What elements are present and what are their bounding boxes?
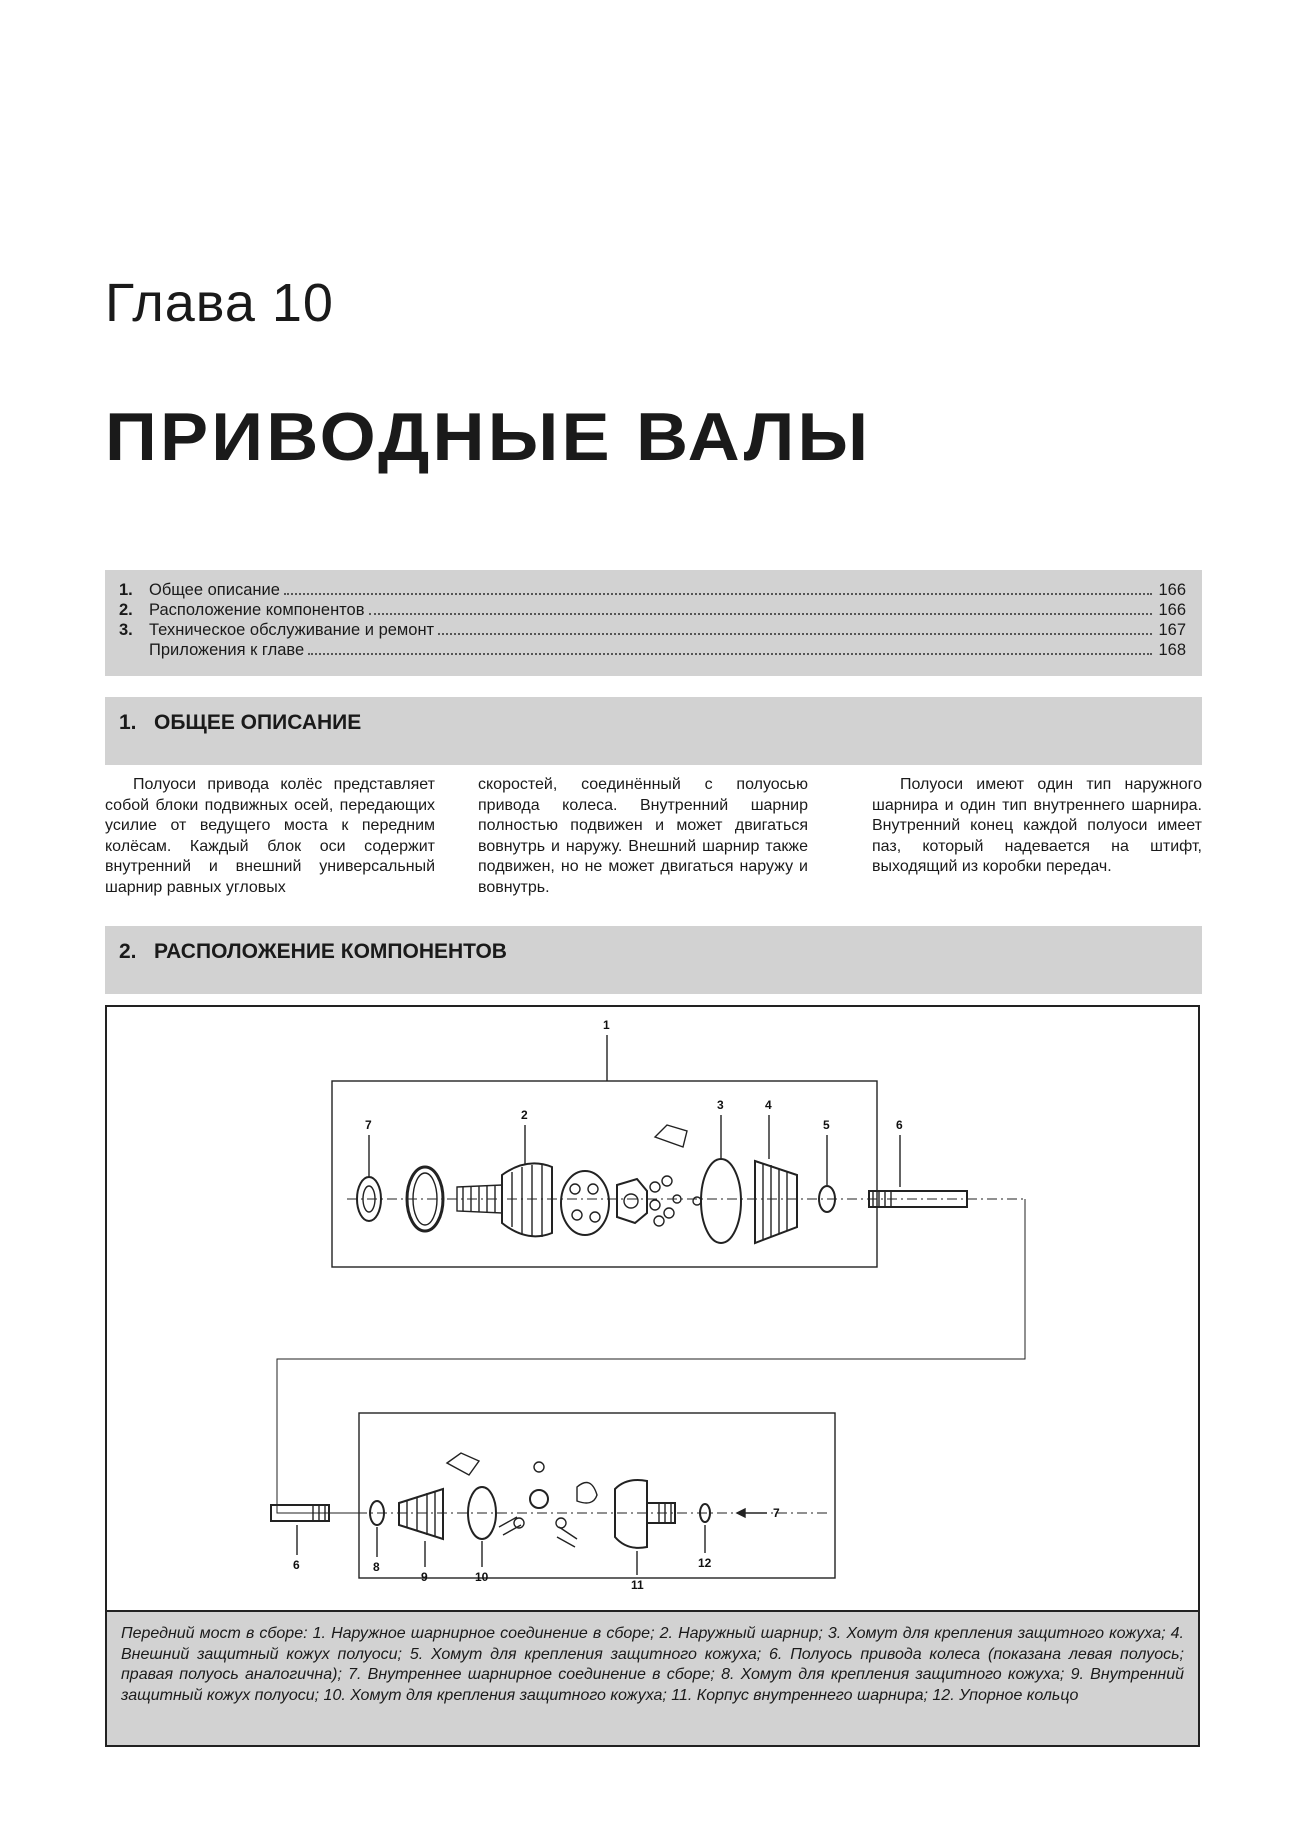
cage-window — [570, 1184, 580, 1194]
callout-label: 2 — [521, 1108, 528, 1122]
ball — [664, 1208, 674, 1218]
components-figure — [105, 1005, 1200, 1747]
toc-item-page: 166 — [1158, 581, 1186, 599]
text-column-3 — [872, 775, 1202, 878]
chapter-label: Глава 10 — [105, 273, 334, 333]
paragraph: Полуоси имеют один тип наружного шарнира и один тип внутреннего шарнира. Внутренний конец каждой полуоси имеет паз, который надевается на штифт, выходящий из коробки передач. — [872, 776, 1202, 875]
toc-item-page: 168 — [1158, 641, 1186, 659]
grease-pack — [447, 1453, 479, 1475]
chapter-title: ПРИВОДНЫЕ ВАЛЫ — [105, 399, 872, 475]
toc-item-page: 167 — [1158, 621, 1186, 639]
callout-label: 12 — [698, 1556, 712, 1570]
callout-label: 8 — [373, 1560, 380, 1574]
inner-race — [617, 1179, 647, 1223]
toc-dot-leader — [438, 633, 1152, 635]
toc-item-title: Расположение компонентов — [149, 601, 365, 619]
toc-dot-leader — [284, 593, 1152, 595]
table-of-contents — [105, 570, 1202, 676]
toc-item-title: Общее описание — [149, 581, 280, 599]
section-title: РАСПОЛОЖЕНИЕ КОМПОНЕНТОВ — [154, 940, 507, 963]
toc-item-title: Приложения к главе — [149, 641, 305, 659]
toc-dot-leader — [308, 653, 1152, 655]
grease-pack — [655, 1125, 687, 1147]
paragraph: скоростей, соединённый с полуосью привода колеса. Внутренний шарнир полностью подвижен и может двигаться вовнутрь и наружу. Внешний шарнир также подвижен, но не может двигаться наружу и вовнутрь. — [478, 776, 808, 896]
boot-clamp-large — [701, 1159, 741, 1243]
text-column-1 — [105, 775, 435, 898]
toc-item[interactable] — [119, 580, 1186, 600]
ball — [693, 1197, 701, 1205]
callout-label: 7 — [773, 1506, 780, 1520]
toc-item-number: 1. — [119, 581, 133, 599]
cage-window — [572, 1210, 582, 1220]
tripod-hub — [530, 1490, 548, 1508]
figure-caption: Передний мост в сборе: 1. Наружное шарнирное соединение в сборе; 2. Наружный шарнир; 3. Хомут для крепления защитного кожуха; 4. Внешний защитный кожух полуоси; 5. Хомут для крепления защитного кожуха; 6. Полуось привода колеса (показана левая полуось; правая полуось аналогична); 7. Внутреннее шарнирное соединение в сборе; 8. Хомут для крепления защитного кожуха; 9. Внутренний защитный кожух полуоси; 10. Хомут для крепления защитного кожуха; 11. Корпус внутреннего шарнира; 12. Упорное кольцо — [107, 1610, 1198, 1745]
callout-label: 10 — [475, 1570, 489, 1584]
section-title: ОБЩЕЕ ОПИСАНИЕ — [154, 711, 362, 734]
toc-item-number: 3. — [119, 621, 133, 639]
ball — [650, 1200, 660, 1210]
ball — [654, 1216, 664, 1226]
tripod-roller — [556, 1518, 566, 1528]
toc-item[interactable] — [119, 620, 1186, 640]
callout-label: 7 — [365, 1118, 372, 1132]
drive-shaft-exploded-diagram — [107, 1007, 1197, 1607]
toc-item-number: 2. — [119, 601, 133, 619]
connector-line — [277, 1199, 1025, 1513]
inner-joint-housing — [615, 1480, 647, 1548]
section-number: 2. — [119, 940, 137, 963]
paragraph: Полуоси привода колёс представляет собой блоки подвижных осей, передающих усилие от ведущего моста к передним колёсам. Каждый блок оси содержит внутренний и внешний универсальный шарнир равных угловых — [105, 776, 435, 896]
callout-label: 6 — [896, 1118, 903, 1132]
callout-arrowhead — [737, 1509, 745, 1517]
cage-window — [590, 1212, 600, 1222]
callout-label: 9 — [421, 1570, 428, 1584]
boot-pleats — [407, 1491, 435, 1537]
ball — [650, 1182, 660, 1192]
outer-boot — [755, 1161, 797, 1243]
toc-item-page: 166 — [1158, 601, 1186, 619]
boot-pleats — [763, 1163, 787, 1239]
tripod-spider-lobe — [577, 1483, 597, 1504]
outer-joint-grooves — [512, 1165, 542, 1237]
cage-window — [588, 1184, 598, 1194]
callout-label: 3 — [717, 1098, 724, 1112]
inner-boot — [399, 1489, 443, 1539]
callout-label: 11 — [631, 1578, 644, 1592]
toc-item[interactable] — [119, 640, 1186, 660]
section-heading-general — [105, 697, 1202, 765]
callout-label: 6 — [293, 1558, 300, 1572]
text-column-2 — [478, 775, 808, 898]
section-number: 1. — [119, 711, 137, 734]
callout-label: 4 — [765, 1098, 772, 1112]
toc-item-title: Техническое обслуживание и ремонт — [149, 621, 435, 639]
toc-dot-leader — [369, 613, 1153, 615]
ball — [662, 1176, 672, 1186]
callout-label: 1 — [603, 1018, 610, 1032]
tripod-roller — [534, 1462, 544, 1472]
inner-race-bore — [624, 1194, 638, 1208]
callout-label: 5 — [823, 1118, 830, 1132]
toc-item[interactable] — [119, 600, 1186, 620]
bearing-cage — [561, 1171, 609, 1235]
outer-joint-housing — [502, 1163, 552, 1236]
section-heading-components — [105, 926, 1202, 994]
